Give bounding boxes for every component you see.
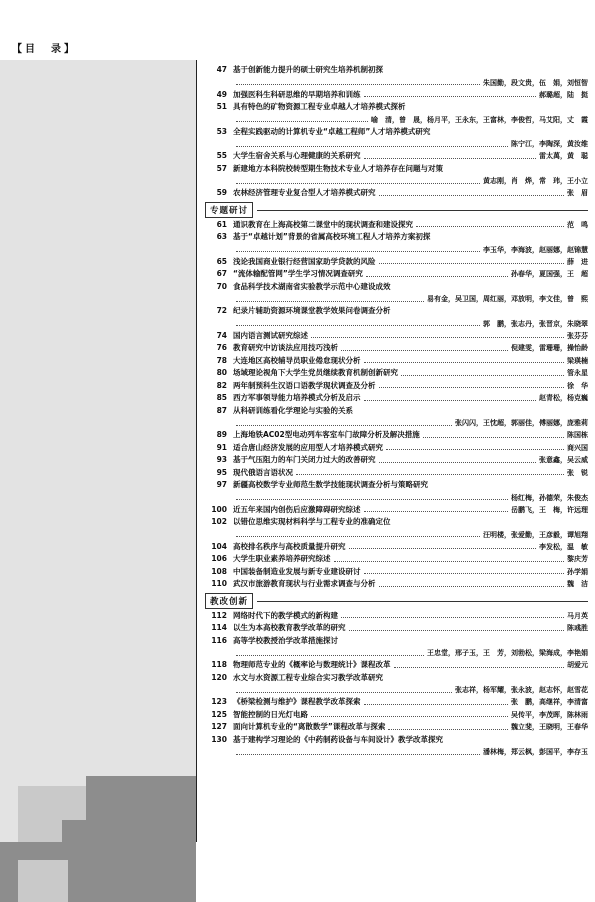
article-title: 西方军事领导能力培养模式分析及启示 [233, 393, 361, 402]
article-authors: 范 鸣 [567, 220, 588, 229]
article-authors: 徐 华 [567, 381, 588, 390]
toc-entry[interactable] [205, 256, 588, 269]
toc-entry[interactable] [205, 635, 588, 648]
toc-entry[interactable] [205, 231, 588, 244]
article-authors: 魏立斐，王晓明，王春华 [511, 723, 588, 731]
toc-entry[interactable] [205, 163, 588, 176]
toc-entry[interactable] [205, 281, 588, 294]
article-title: 近五年来国内创伤后应激障碍研究综述 [233, 504, 361, 514]
toc-entry[interactable] [205, 479, 588, 492]
page-number: 89 [216, 430, 227, 439]
toc-entry[interactable] [205, 541, 588, 554]
page-number: 74 [216, 330, 227, 340]
left-decorative-strip [0, 60, 196, 842]
article-title: 农林经济管理专业复合型人才培养模式研究 [233, 188, 376, 197]
dot-leader [236, 655, 424, 656]
article-title: 教育研究中访谈法应用技巧浅析 [233, 343, 338, 352]
toc-entry-authors-line [205, 318, 588, 330]
dot-leader [341, 350, 508, 351]
dot-leader [236, 146, 508, 147]
toc-entry[interactable] [205, 504, 588, 517]
article-authors: 魏 洁 [567, 580, 588, 588]
toc-entry-authors-line [205, 175, 588, 187]
article-title: 两年制预科生汉语口语教学现状调查及分析 [233, 380, 376, 390]
dot-leader [236, 754, 480, 755]
article-authors: 陈宁江，李陶深，黄汝维 [511, 140, 588, 148]
article-title: 加强医科生科研思维的早期培养和训练 [233, 89, 361, 99]
article-authors: 张闪闪，王忱超，郭丽佳，傅丽娜，庞雅莉 [455, 419, 588, 427]
dot-leader [236, 183, 480, 184]
toc-entry-authors-line [205, 138, 588, 150]
page-number: 97 [216, 480, 227, 489]
toc-entry[interactable] [205, 467, 588, 480]
toc-entry-authors-line [205, 492, 588, 504]
article-authors: 岳鹏飞，王 梅，许远理 [511, 505, 588, 514]
toc-entry[interactable] [205, 578, 588, 591]
article-authors: 潘林梅，郑云枫，彭国平，李存玉 [483, 748, 588, 756]
article-authors: 吴传平，李茂晖，陈林雨 [511, 710, 588, 719]
article-authors: 黄志刚，肖 烨，常 玮，王小立 [483, 177, 588, 185]
dot-leader [364, 704, 509, 705]
toc-entry-authors-line [205, 244, 588, 256]
dot-leader [236, 325, 480, 326]
toc-entry-authors-line [205, 746, 588, 758]
page-number: 110 [211, 579, 227, 588]
dot-leader [349, 548, 537, 549]
article-title: 网络时代下的教学模式的新构建 [233, 610, 338, 620]
dot-leader [311, 337, 564, 338]
stair-decoration [86, 776, 196, 842]
article-authors: 薛 进 [567, 257, 588, 266]
article-title: 上海地铁AC02型电动列车客室车门故障分析及解决措施 [233, 430, 420, 439]
toc-entry-authors-line [205, 417, 588, 429]
toc-entry[interactable] [205, 126, 588, 139]
dot-leader [236, 499, 508, 500]
article-title: 全程实践驱动的计算机专业“卓越工程师”人才培养模式研究 [233, 126, 431, 136]
article-title: 物理师范专业的《概率论与数理统计》课程改革 [233, 660, 391, 669]
article-title: 《桥梁检测与维护》课程教学改革探索 [233, 697, 361, 706]
article-authors: 易有金，吴卫国，周红丽，邓放明，李文佳，曾 熙 [427, 295, 588, 303]
page-number: 118 [211, 660, 227, 669]
toc-entry[interactable] [205, 672, 588, 685]
article-authors: 张芬芬 [567, 331, 588, 340]
article-title: 具有特色的矿物资源工程专业卓越人才培养模式探析 [233, 102, 406, 111]
page-number: 55 [216, 151, 227, 160]
toc-entry[interactable] [205, 342, 588, 355]
article-title: 国内语言测试研究综述 [233, 330, 308, 340]
article-authors: 陈国栋 [567, 431, 588, 439]
dot-leader [416, 226, 564, 227]
article-title: 现代俄语言语状况 [233, 467, 293, 477]
article-authors: 赵青松，杨克巍 [539, 394, 588, 402]
page-number: 125 [211, 709, 227, 719]
article-title: 新疆高校数学专业师范生数学技能现状调查分析与策略研究 [233, 480, 428, 489]
toc-entry[interactable] [205, 454, 588, 467]
dot-leader [311, 716, 508, 717]
page-number: 72 [216, 306, 227, 315]
article-authors: 梁瑛楠 [567, 356, 588, 365]
stair-decoration [62, 820, 86, 842]
header-label: 【目 录】 [12, 44, 77, 55]
toc-entry-authors-line [205, 684, 588, 696]
toc-entry[interactable] [205, 219, 588, 232]
toc-entry[interactable] [205, 305, 588, 318]
article-title: 大学生职业素养培养研究综述 [233, 554, 331, 563]
article-title: 面向计算机专业的“离散数学”课程改革与探索 [233, 722, 386, 731]
article-title: 武汉市旅游教育现状与行业需求调查与分析 [233, 579, 376, 588]
toc-entry[interactable] [205, 187, 588, 200]
toc-entry-authors-line [205, 647, 588, 659]
toc-entry[interactable] [205, 553, 588, 566]
article-authors: 张 眉 [567, 189, 588, 197]
page-number: 76 [216, 343, 227, 352]
toc-entry-authors-line [205, 529, 588, 541]
dot-leader [334, 561, 565, 562]
article-title: 水文与水资源工程专业综合实习教学改革研究 [233, 672, 383, 682]
article-title: 基于创新能力提升的硕士研究生培养机制初探 [233, 65, 383, 74]
article-authors: 张意鑫，吴云威 [539, 456, 588, 464]
page-number: 112 [211, 610, 227, 620]
article-authors: 王忠堂，邢子玉，王 芳，刘勃松，梁海成，李艳娟 [427, 649, 588, 657]
section-rule [257, 601, 588, 602]
article-authors: 商兴国 [567, 443, 588, 452]
dot-leader [394, 667, 565, 668]
article-authors: 马月英 [567, 611, 588, 620]
article-title: 食品科学技术湖南省实验教学示范中心建设成效 [233, 281, 391, 291]
toc-entry[interactable] [205, 355, 588, 368]
toc-entry-authors-line [205, 293, 588, 305]
article-authors: 张 鹏，高继祥，李清富 [511, 698, 588, 706]
article-title: 以生为本高校教育教学改革的研究 [233, 623, 346, 632]
page-number: 123 [211, 697, 227, 706]
toc-entry[interactable] [205, 392, 588, 405]
article-title: 适合唐山经济发展的应用型人才培养模式研究 [233, 442, 383, 452]
dot-leader [366, 276, 508, 277]
section-rule [257, 210, 588, 211]
dot-leader [236, 692, 452, 693]
article-title: 纪录片辅助资源环境课堂教学效果问卷调查分析 [233, 306, 391, 315]
toc-entry[interactable] [205, 696, 588, 709]
toc-entry[interactable] [205, 367, 588, 380]
page-number: 116 [211, 635, 227, 645]
page-number: 87 [216, 405, 227, 415]
dot-leader [236, 301, 424, 302]
toc-entry[interactable] [205, 566, 588, 579]
toc-entry[interactable] [205, 442, 588, 455]
article-authors: 张志祥，杨军耀，张永波，赵志怀，赵雪花 [455, 686, 588, 694]
article-title: 新建地方本科院校转型期生物技术专业人才培养存在问题与对策 [233, 163, 443, 173]
section-heading [205, 202, 588, 219]
dot-leader [379, 586, 565, 587]
dot-leader [364, 400, 537, 401]
dot-leader [364, 158, 537, 159]
article-authors: 杨红梅，孙德荣，朱俊杰 [511, 493, 588, 502]
article-authors: 李发松，温 敏 [539, 542, 588, 551]
section-heading [205, 593, 588, 610]
page-number: 57 [216, 163, 227, 173]
toc-entry[interactable] [205, 380, 588, 393]
article-title: 基于气压阻力的车门关闭力过大的改善研究 [233, 455, 376, 464]
article-authors: 李玉华，李海波，赵丽娜，赵锦慧 [483, 245, 588, 254]
dot-leader [386, 449, 564, 450]
article-title: 中国装备制造业发展与新专业建设研讨 [233, 566, 361, 576]
dot-leader [236, 251, 480, 252]
page-number: 78 [216, 355, 227, 365]
toc-entry[interactable] [205, 709, 588, 722]
toc-entry[interactable] [205, 429, 588, 442]
dot-leader [236, 84, 480, 85]
article-title: 以错位思维实现材料科学与工程专业的准确定位 [233, 517, 391, 526]
toc-list [205, 64, 588, 758]
dot-leader [364, 573, 565, 574]
article-title: 基于“卓越计划”背景的省属高校环境工程人才培养方案初探 [233, 232, 431, 241]
page-number: 93 [216, 455, 227, 464]
article-authors: 黎庆芳 [567, 555, 588, 563]
page-number: 95 [216, 467, 227, 477]
page-number: 80 [216, 368, 227, 377]
article-authors: 胡爱元 [567, 661, 588, 669]
article-authors: 喻 清，曾 晟，杨月平，王永东，王富林，李俊哲，马艾阳，丈 霞 [371, 115, 588, 124]
article-authors: 孙春华，夏国强，王 超 [511, 270, 588, 278]
page-number: 127 [211, 722, 227, 731]
dot-leader [379, 462, 537, 463]
toc-entry[interactable] [205, 721, 588, 734]
dot-leader [296, 474, 564, 475]
dot-leader [379, 387, 565, 388]
article-authors: 孙学娟 [567, 567, 588, 576]
page-number: 51 [216, 102, 227, 111]
toc-entry[interactable] [205, 659, 588, 672]
page-number: 102 [211, 517, 227, 526]
dot-leader [364, 362, 565, 363]
toc-entry[interactable] [205, 268, 588, 281]
article-title: 智能控制的日光灯电路 [233, 709, 308, 719]
article-authors: 雷太萬，黄 聪 [539, 152, 588, 160]
toc-entry-authors-line [205, 114, 588, 126]
article-title: 基于建构学习理论的《中药制药设备与车间设计》教学改革探究 [233, 734, 443, 744]
dot-leader [364, 511, 509, 512]
page-number: 70 [216, 281, 227, 291]
page-number: 82 [216, 380, 227, 390]
article-title: 大连地区高校辅导员职业倦怠现状分析 [233, 355, 361, 365]
dot-leader [401, 375, 564, 376]
table-of-contents [196, 60, 595, 842]
article-title: 大学生宿舍关系与心理健康的关系研究 [233, 151, 361, 160]
page-number: 120 [211, 672, 227, 682]
page-number: 130 [211, 734, 227, 744]
dot-leader [236, 536, 480, 537]
page-number: 104 [211, 541, 227, 551]
article-authors: 倪建雯，雷珊珊，操怡龄 [511, 344, 588, 352]
article-title: 高等学校教授治学改革措施探讨 [233, 635, 338, 645]
toc-entry[interactable] [205, 610, 588, 623]
page-number: 106 [211, 554, 227, 563]
dot-leader [349, 630, 565, 631]
toc-entry[interactable] [205, 734, 588, 747]
dot-leader [236, 121, 368, 122]
article-authors: 郭 鹏，张志丹，张晋京，朱晓翠 [483, 319, 588, 328]
article-title: 浅论我国商业银行经营国家助学贷款的风险 [233, 256, 376, 266]
toc-entry[interactable] [205, 150, 588, 163]
article-title: 从科研训练看化学理论与实验的关系 [233, 405, 353, 415]
page-number: 63 [216, 232, 227, 241]
page-number: 53 [216, 126, 227, 136]
dot-leader [388, 729, 508, 730]
toc-entry[interactable] [205, 516, 588, 529]
page-number: 91 [216, 442, 227, 452]
toc-entry[interactable] [205, 622, 588, 635]
page-number: 59 [216, 188, 227, 197]
article-authors: 陈彧胜 [567, 624, 588, 632]
dot-leader [423, 437, 564, 438]
article-title: 场域理论视角下大学生党员继续教育机制创新研究 [233, 368, 398, 377]
toc-entry[interactable] [205, 405, 588, 418]
article-authors: 郝璐超，陆 挺 [539, 90, 588, 99]
dot-leader [379, 263, 565, 264]
page-number: 65 [216, 256, 227, 266]
stair-decoration [18, 786, 86, 798]
toc-entry[interactable] [205, 64, 588, 77]
toc-entry[interactable] [205, 330, 588, 343]
article-title: “流体输配管网”学生学习情况调查研究 [233, 269, 363, 278]
dot-leader [341, 617, 564, 618]
page-number: 108 [211, 566, 227, 576]
dot-leader [364, 96, 537, 97]
toc-entry-authors-line [205, 77, 588, 89]
dot-leader [379, 195, 565, 196]
page-number: 85 [216, 393, 227, 402]
article-authors: 朱国勤，段文贵，伍 娟，刘恒智 [483, 78, 588, 87]
article-title: 高校排名秩序与高校质量提升研究 [233, 541, 346, 551]
toc-entry[interactable] [205, 101, 588, 114]
page-number: 114 [211, 623, 227, 632]
article-authors: 汪明楼，张爱勤，王彦毅，谭旭翔 [483, 530, 588, 539]
page-number: 67 [216, 269, 227, 278]
dot-leader [236, 425, 452, 426]
section-label: 专题研讨 [205, 202, 253, 218]
stair-decoration [18, 860, 68, 902]
article-authors: 管永星 [567, 369, 588, 377]
page-number: 47 [216, 65, 227, 74]
page-number: 49 [216, 89, 227, 99]
article-title: 通识教育在上海高校第二课堂中的现状调查和建设探究 [233, 219, 413, 229]
section-label: 教改创新 [205, 593, 253, 609]
article-authors: 张 锐 [567, 468, 588, 477]
page-number: 61 [216, 219, 227, 229]
toc-entry[interactable] [205, 89, 588, 102]
page-number: 100 [211, 504, 227, 514]
